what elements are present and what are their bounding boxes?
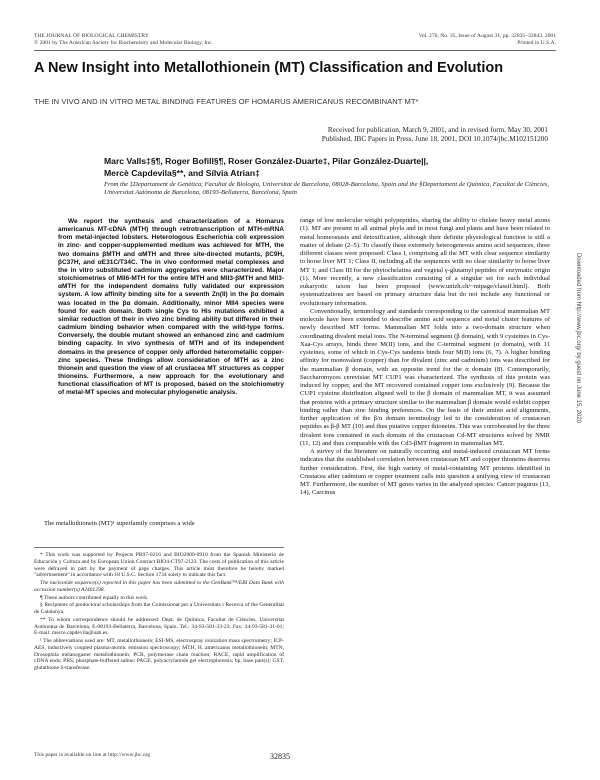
download-sidebar (573, 150, 583, 530)
printed-line: Printed in U.S.A. (517, 40, 556, 46)
author-list (104, 155, 554, 179)
footnote-equal-contribution: ¶ These authors contributed equally to this work. (40, 594, 149, 601)
body-paragraph: A survey of the literature on naturally occurring and metal-induced crustacean MT forms indicates that the established correlation between crustacean MT and copper thioneins deserves further consideration. First, the high variety of metal-containing MT proteins identified in Crustacea after cadmium or copper treatment calls into question a unifying view of crustacean MT. Furthermore, the number of MT genes varies in the analyzed species: Cancer pagurus (13, 14), Carcinus (300, 448, 550, 497)
footnotes (34, 547, 284, 673)
footnote-funding: * This work was supported by Projects PB97-0216 and BIO2000-0910 from the Spanish Ministerio de Educación y Cultura and by European Union Contract BIO4-CT97-2123. The costs of publication of this article were defrayed in part by the payment of page charges. This article must therefore be hereby marked "advertisement" in accordance with 18 U.S.C. Section 1734 solely to indicate this fact. (34, 552, 284, 579)
issue-header (419, 33, 556, 47)
volume-line: Vol. 276, No. 35, Issue of August 31, pp. 32835–32843, 2001 (418, 33, 556, 39)
right-column-text (300, 217, 550, 498)
footnote-scholarship: § Recipients of predoctoral scholarships from the Comissionat per a Universitats i Recerca of the Generalitat de Catalunya. (34, 602, 284, 615)
article-subtitle: THE IN VIVO AND IN VITRO METAL BINDING FEATURES OF HOMARUS AMERICANUS RECOMBINANT MT* (34, 97, 419, 106)
published-line: Published, JBC Papers in Press, June 18, 2001, DOI 10.1074/jbc.M102151200 (321, 135, 548, 143)
body-paragraph: Conventionally, terminology and standards corresponding to the canonical mammalian MT molecule have been extended to describe amino acid sequence and metal cluster features of newly described MT forms. Mammalian MT folds into a two-domain structure when coordinating divalent metal ions. The N-terminal segment (β domain), with 9 cysteines in Cys-Xaa-Cys arrays, binds three M(II) ions, and the C-terminal segment (α domain), with 11 cysteines, some of which in Cys-Cys tandems binds four M(II) ions (6, 7). A higher binding affinity for monovalent (copper) than for divalent (zinc and cadmium) ions was described for the mammalian β domain, with an opposite trend for the α domain (8). Contemporarily, Saccharomyces cerevisiae MT CUP1 was characterized. The synthesis of this protein was induced by copper, and the MT recovered contained copper ions exclusively (9). Because the CUP1 cysteine distribution aligned well to the β domain of mammalian MT, it was assumed that proteins with a primary structure similar to the mammalian β domain would exhibit copper binding rather than zinc binding preferences. On the basis of their amino acid alignments, further application of the β/α domain terminology led to the consideration of crustacean peptides as β-β MT (10) and thus putative copper thioneins. This was corroborated by the three divalent ions contained in each domain of the crustacean Cd-MT structures solved by NMR (11, 12) and thus comparable with the Cd3-βMT fragment in mammalian MT. (300, 307, 550, 447)
journal-header (34, 33, 213, 47)
affiliations: From the ‡Departament de Genètica, Facultat de Biologia, Universitat de Barcelona, 08028-Barcelona, Spain and the §Departament de Química, Facultat de Ciències, Universitat Autònoma de Barcelona, 08193-Bellaterra, Barcelona, Spain (104, 181, 549, 197)
header-rule (34, 50, 556, 51)
page-number: 32835 (270, 752, 290, 761)
download-notice: Downloaded from http://www.jbc.org/ by guest on June 15, 2020 (575, 252, 581, 424)
footnote-correspondence: ** To whom correspondence should be addressed: Dept. de Química, Facultat de Ciències, Universitat Autònoma de Barcelona, E-08193-Bellaterra, Barcelona, Spain. Tel.: 34-93-581-33-23; Fax: 34-93-581-31-01; E-mail: merce.capdevila@uab.es. (34, 616, 284, 637)
intro-first-line: The metallothionein (MT)¹ superfamily comprises a wide (44, 520, 195, 527)
copyright-line: © 2001 by The American Society for Biochemistry and Molecular Biology, Inc. (34, 40, 213, 46)
journal-name: THE JOURNAL OF BIOLOGICAL CHEMISTRY (34, 33, 149, 39)
online-availability: This paper is available on line at http://www.jbc.org (34, 752, 151, 758)
footnote-abbreviations: ¹ The abbreviations used are: MT, metallothionein; ESI-MS, electrospray ionization mass spectrometry; ICP-AES, inductively coupled plasma-atomic emission spectroscopy; MTH, H. americanus metallothionein; MTN, Drosophila melanogaster metallothionein; PCR, polymerase chain reaction; RACE, rapid amplification of cDNA ends; PBS, phosphate-buffered saline; PAGE, polyacrylamide gel electrophoresis; bp, base pair(s); GST, glutathione S-transferase. (34, 638, 284, 671)
author-line-2: Mercè Capdevila§**, and Sílvia Atrian‡ (104, 168, 260, 178)
abstract: We report the synthesis and characterization of a Homarus americanus MT-cDNA (MTH) through retrotranscription of MTH-mRNA from metal-injected lobsters. Heterologous Escherichia coli expression in zinc- and copper-supplemented medium was achieved for MTH, the two domains βMTH and αMTH and three site-directed mutants, βC9H, βC37H, and αE31C/T34C. The in vivo conformed metal complexes and the in vitro substituted cadmium aggregates were characterized. Major stoichiometries of MII6-MTH for the entire MTH and MII3-βMTH and MII3-αMTH for the independent domains fully validated our expression system. A low affinity binding site for a seventh Zn(II) in the βα domain was located in the βα domain. Additionally, minor MII4 species were found for each domain. Both single Cys to His mutations exhibited a similar reduction of their in vivo zinc binding ability but differed in their cadmium binding behavior when compared with the wild-type forms. Conversely, the double mutant showed an enhanced zinc and cadmium binding capacity. In vivo synthesis of MTH and of its independent domains in the presence of copper only afforded heterometallic copper-zinc species. These findings allow consideration of MTH as a zinc thionein and question the view of all crustacea MT structures as copper thioneins. Furthermore, a new approach for the evolutionary and functional classification of MT is proposed, based on the stoichiometry of metal-MT species and molecular phylogenetic analysis. (58, 218, 284, 397)
article-title: A New Insight into Metallothionein (MT) Classification and Evolution (34, 60, 504, 76)
received-dates: Received for publication, March 9, 2001, and in revised form, May 30, 2001 (327, 126, 548, 134)
footnote-genbank: The nucleotide sequence(s) reported in this paper has been submitted to the GenBank™/EBI Data Bank with accession number(s) AJ401298. (34, 580, 284, 593)
body-paragraph: range of low molecular weight polypeptides, sharing the ability to chelate heavy metal atoms (1). MT are present in all animal phyla and in most fungi and plants and have been related to metal homeostasis and detoxification, although their definite physiological function is still a matter of debate (2–5). To classify these extremely heterogeneous amino acid sequences, three different classes were proposed: Class I, comprising all the MT with clear sequence similarity to horse liver MT 1; Class II, including all the sequences with no clear similarity to horse liver MT 1; and Class III for the phytochelatins and vegetal γ-glutamyl peptides of enzymatic origin (1). More recently, a new classification consisting of a singular set for each individual eukaryotic taxon has been proposed (www.unizh.ch/~mtpage/classif.html). Both systematizations are based on primary structure data but do not include any functional or evolutionary information. (300, 217, 550, 307)
author-line-1: Marc Valls‡§¶, Roger Bofill§¶, Roser González-Duarte‡, Pilar González-Duarte||, (104, 156, 429, 166)
